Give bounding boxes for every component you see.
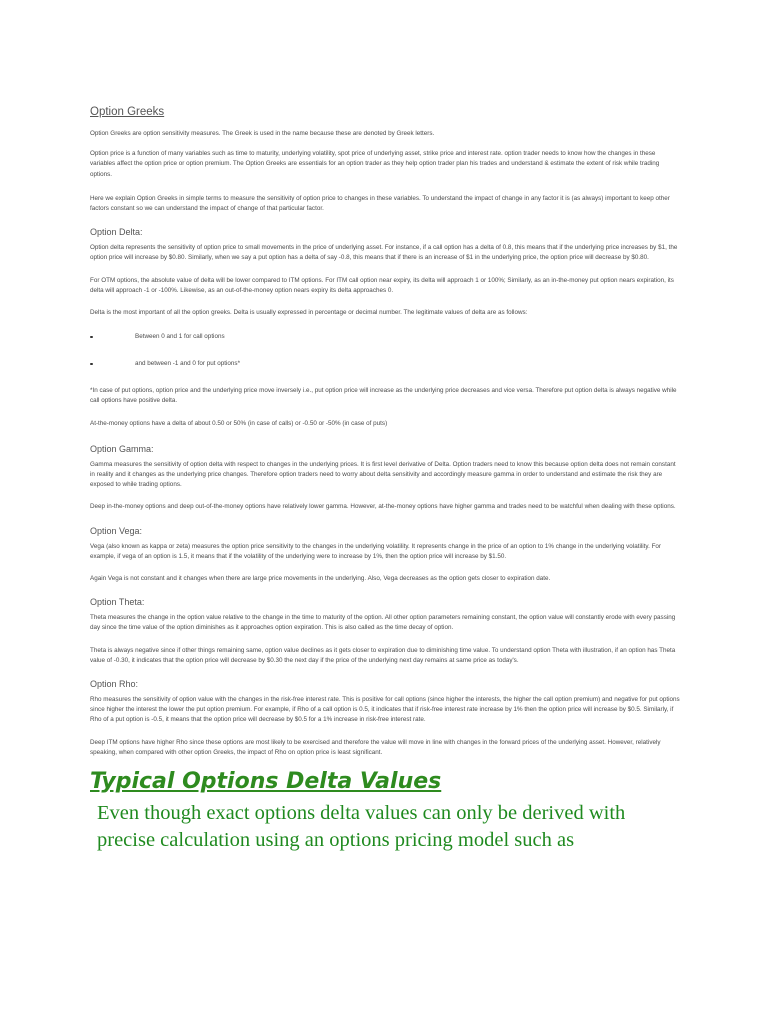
theta-heading: Option Theta: — [90, 597, 145, 608]
intro-paragraph-1: Option Greeks are option sensitivity measures. The Greek is used in the name because these are denoted by Greek letters. — [90, 130, 435, 137]
gamma-heading: Option Gamma: — [90, 443, 154, 454]
page-title: Option Greeks — [90, 106, 165, 118]
vega-paragraph-2: Again Vega is not constant and it changes when there are large price movements in the underlying. Also, Vega decreases as the option gets closer to expiration date. — [90, 575, 551, 583]
delta-values-list — [90, 332, 680, 369]
typical-delta-heading: Typical Options Delta Values — [90, 769, 442, 795]
rho-paragraph-1: Rho measures the sensitivity of option value with the changes in the risk-free interest rate. This is positive for call options (since higher the interests, the higher the call option premium) and negative for put options since higher the interest the lower the put option premium. For example, if Rho of a call option is 0.5, it indicates that if risk-free interest rate increase by 1% then the option price will increase by $0.5. Similarly, if Rho of a put option is -0.5, it means that the option price will decrease by $0.5 for a 1% increase in risk-free interest rate. — [90, 696, 680, 724]
delta-paragraph-1: Option delta represents the sensitivity of option price to small movements in the price of underlying asset. For instance, if a call option has a delta of 0.8, this means that if the underlying price increases by $1, the option price will increase by $0.80. Similarly, when we say a put option has a delta of say -0.8, this means that if there is an increase of $1 in the underlying price, the option price will decrease by $0.80. — [90, 244, 678, 262]
document-page — [90, 104, 680, 853]
theta-paragraph-1: Theta measures the change in the option value relative to the change in the time to maturity of the option. All other option parameters remaining constant, the option value will constantly erode with every passing day since the time value of the option diminishes as it approaches option expiration. This is also called as the time decay of option. — [90, 614, 676, 632]
delta-paragraph-2: For OTM options, the absolute value of delta will be lower compared to ITM options. For ITM call option near expiry, its delta will approach 1 or 100%; Similarly, as an in-the-money put option nears expiration, its delta will approach -1 or -100%. Likewise, as an out-of-the-money option nears expiry its delta approaches 0. — [90, 276, 674, 294]
bullet-icon — [90, 363, 93, 366]
delta-heading: Option Delta: — [90, 227, 143, 238]
delta-paragraph-3: Delta is the most important of all the option greeks. Delta is usually expressed in percentage or decimal number. The legitimate values of delta are as follows: — [90, 309, 528, 317]
typical-delta-paragraph: Even though exact options delta values can only be derived with precise calculation using an options pricing model such as — [97, 802, 626, 851]
list-item-text: Between 0 and 1 for call options — [135, 333, 225, 341]
gamma-paragraph-2: Deep in-the-money options and deep out-of-the-money options have relatively lower gamma. However, at-the-money options have higher gamma and trades need to be watchful when dealing with these options. — [90, 503, 676, 511]
bullet-icon — [90, 336, 93, 339]
theta-paragraph-2: Theta is always negative since if other things remaining same, option value declines as it gets closer to expiration due to diminishing time value. To understand option Theta with illustration, if an option has Theta value of -0.30, it indicates that the option price will decrease by $0.30 the next day if the price of the underlying next day remains at same price as today's. — [90, 646, 676, 664]
vega-paragraph-1: Vega (also known as kappa or zeta) measures the option price sensitivity to the changes in the underlying volatility. It represents change in the price of an option to 1% change in the underlying volatility. For example, if vega of an option is 1.5, it means that if the volatility of the underlying were to increase by 1%, then the option price will increase by $1.50. — [90, 542, 662, 560]
rho-heading: Option Rho: — [90, 679, 139, 690]
gamma-paragraph-1: Gamma measures the sensitivity of option delta with respect to changes in the underlying prices. It is first level derivative of Delta. Option traders need to know this because option delta does not remain constant in reality and it changes as the underlying price changes. Therefore option traders need to worry about delta sensitivity and accordingly measure gamma in order to understand and estimate the risk they are exposed to while trading options. — [90, 460, 676, 489]
list-item — [90, 359, 680, 369]
delta-paragraph-4: *In case of put options, option price and the underlying price move inversely i.e., put option price will increase as the underlying price decreases and vice versa. Therefore put option delta is always negative while call options have positive delta. — [90, 387, 677, 405]
delta-paragraph-5: At-the-money options have a delta of about 0.50 or 50% (in case of calls) or -0.50 or -50% (in case of puts) — [90, 419, 388, 427]
rho-paragraph-2: Deep ITM options have higher Rho since these options are most likely to be exercised and therefore the value will move in line with changes in the forward prices of the underlying asset. However, relatively speaking, when compared with other option Greeks, the impact of Rho on option price is least significant. — [90, 738, 661, 756]
intro-paragraph-3: Here we explain Option Greeks in simple terms to measure the sensitivity of option price to changes in these variables. To understand the impact of change in any factor it is (as always) important to keep other factors constant so we can understand the impact of change of that particular factor. — [90, 194, 670, 213]
intro-paragraph-2: Option price is a function of many variables such as time to maturity, underlying volatility, spot price of underlying asset, strike price and interest rate. option trader needs to know how the changes in these variables affect the option price or option premium. The Option Greeks are essentials for an option trader as they help option trader plan his trades and understand & estimate the extent of risk while trading options. — [90, 150, 660, 178]
list-item-text: and between -1 and 0 for put options* — [135, 360, 241, 368]
list-item — [90, 332, 680, 342]
vega-heading: Option Vega: — [90, 525, 143, 536]
